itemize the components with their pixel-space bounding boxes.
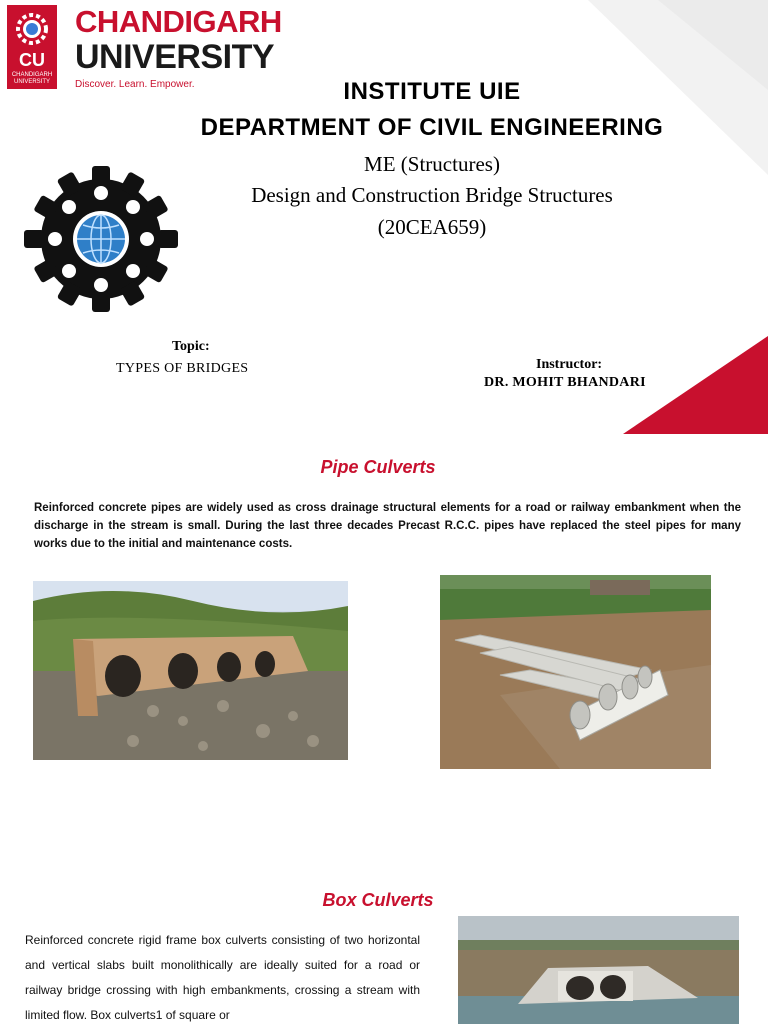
box-culverts-text: Reinforced concrete rigid frame box culverts consisting of two horizontal and vertical slabs built monolithically are ideally suited for a road or railway bridge crossing with high embankments, crossing a stream with limited flow. Box culverts1 of square or <box>25 933 420 1022</box>
program-name: ME (Structures) <box>364 152 500 176</box>
logo-caption: CHANDIGARH UNIVERSITY <box>11 72 53 85</box>
gear-globe-icon <box>24 166 178 312</box>
topic-value: TYPES OF BRIDGES <box>116 361 249 376</box>
logo-letters: CU <box>19 50 45 70</box>
brand-name-line2: UNIVERSITY <box>75 38 275 76</box>
gear-globe-logo-icon <box>7 5 57 51</box>
box-culverts-title: Box Culverts <box>322 890 434 910</box>
course-code: (20CEA659) <box>377 215 487 239</box>
pipe-culverts-text: Reinforced concrete pipes are widely used as cross drainage structural elements for a road or railway embankment when the discharge in the stream is small. During the last three decades Precast R.C.C. pipes have replaced the steel pipes for many works due to the initial and maintenance costs. <box>34 502 741 550</box>
precast-pipes-photo <box>440 575 711 769</box>
institute-title: INSTITUTE UIE <box>343 78 521 105</box>
box-culvert-photo <box>458 916 739 1024</box>
topic-label: Topic: <box>172 339 210 354</box>
instructor-label: Instructor: <box>536 357 603 372</box>
department-title: DEPARTMENT OF CIVIL ENGINEERING <box>200 114 664 141</box>
pipe-culvert-headwall-photo <box>33 581 348 760</box>
course-name: Design and Construction Bridge Structures <box>251 183 613 207</box>
pipe-culverts-title: Pipe Culverts <box>320 457 436 477</box>
brand-tagline: Discover. Learn. Empower. <box>75 79 195 90</box>
instructor-value: DR. MOHIT BHANDARI <box>484 375 646 390</box>
brand-name-line1: CHANDIGARH <box>75 4 282 39</box>
